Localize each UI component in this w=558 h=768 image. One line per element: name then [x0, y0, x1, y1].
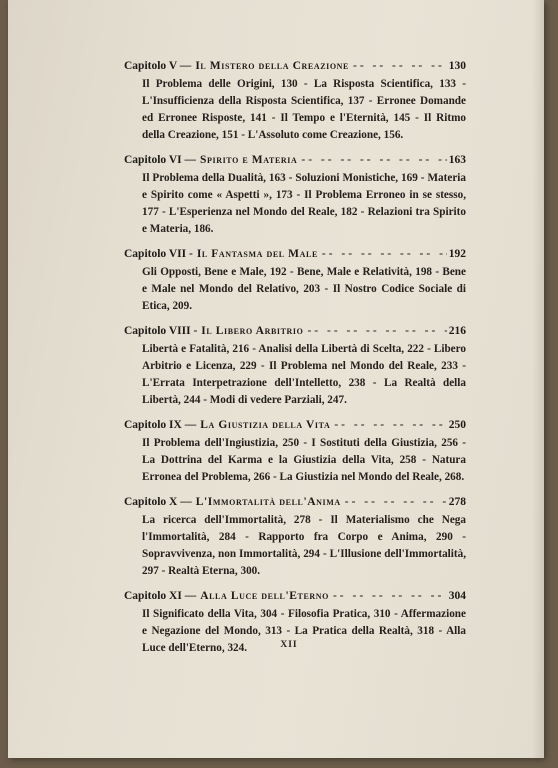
chapter-title: Alla Luce dell'Eterno	[200, 590, 329, 602]
chapter-label: Capitolo IX —	[124, 419, 197, 431]
dot-leader	[333, 588, 447, 604]
dot-leader	[322, 246, 447, 262]
book-page	[8, 0, 544, 758]
chapter-8	[124, 323, 466, 409]
chapter-title: Il Fantasma del Male	[196, 248, 318, 260]
chapter-page-number: 192	[448, 248, 466, 260]
chapter-7	[124, 246, 466, 315]
chapter-heading	[124, 417, 466, 433]
chapter-entries: Il Problema delle Origini, 130 - La Risposta Scientifica, 133 - L'Insufficienza della Risposta Scientifica, 137 - Erronee Domande ed Erronee Risposte, 141 - Il Tempo e l'Eternità, 145 - Il Ritmo della Creazione, 151 - L'Assoluto come Creazione, 156.	[142, 78, 466, 141]
chapter-title: La Giustizia della Vita	[200, 419, 331, 431]
chapter-label: Capitolo VIII -	[124, 325, 198, 337]
chapter-heading	[124, 152, 466, 168]
chapter-title: Il Libero Arbitrio	[201, 325, 304, 337]
chapter-heading	[124, 323, 466, 339]
chapter-title: Spirito e Materia	[200, 154, 298, 166]
chapter-page-number: 278	[448, 496, 466, 508]
chapter-entries: Libertà e Fatalità, 216 - Analisi della Libertà di Scelta, 222 - Libero Arbitrio e Licenza, 229 - Il Problema nel Mondo del Reale, 233 - L'Errata Interpetrazione dell'Intelletto, 238 - La Realtà della Libertà, 244 - Modi di vedere Parziali, 247.	[142, 343, 466, 406]
chapter-entries: Il Problema della Dualità, 163 - Soluzioni Monistiche, 169 - Materia e Spirito come « Aspetti », 173 - Il Problema Erroneo in se stesso, 177 - L'Esperienza nel Mondo del Reale, 182 - Relazioni tra Spirito e Materia, 186.	[142, 172, 466, 235]
chapter-6	[124, 152, 466, 238]
chapter-entries: La ricerca dell'Immortalità, 278 - Il Materialismo che Nega l'Immortalità, 284 - Rapporto fra Corpo e Anima, 290 - Sopravvivenza, non Immortalità, 294 - L'Illusione dell'Immortalità, 297 - Realtà Eterna, 300.	[142, 514, 466, 577]
dot-leader	[301, 152, 446, 168]
chapter-5	[124, 58, 466, 144]
dot-leader	[353, 58, 447, 74]
chapter-title: Il Mistero della Creazione	[195, 60, 349, 72]
chapter-heading	[124, 246, 466, 262]
chapter-heading	[124, 494, 466, 510]
chapter-page-number: 250	[448, 419, 466, 431]
chapter-heading	[124, 58, 466, 74]
chapter-page-number: 163	[448, 154, 466, 166]
chapter-9	[124, 417, 466, 486]
chapter-page-number: 304	[448, 590, 466, 602]
chapter-label: Capitolo VII -	[124, 248, 193, 260]
chapter-page-number: 130	[448, 60, 466, 72]
table-of-contents	[124, 58, 466, 657]
dot-leader	[307, 323, 446, 339]
chapter-label: Capitolo X —	[124, 496, 192, 508]
chapter-label: Capitolo VI —	[124, 154, 196, 166]
chapter-label: Capitolo V —	[124, 60, 192, 72]
dot-leader	[345, 494, 447, 510]
chapter-page-number: 216	[448, 325, 466, 337]
chapter-title: L'Immortalità dell'Anima	[195, 496, 341, 508]
page-folio: XII	[280, 640, 298, 650]
chapter-10	[124, 494, 466, 580]
chapter-label: Capitolo XI —	[124, 590, 197, 602]
dot-leader	[334, 417, 446, 433]
chapter-entries: Il Significato della Vita, 304 - Filosofia Pratica, 310 - Affermazione e Negazione del Mondo, 313 - La Pratica della Realtà, 318 - Alla Luce dell'Eterno, 324.	[142, 608, 466, 654]
chapter-heading	[124, 588, 466, 604]
chapter-entries: Gli Opposti, Bene e Male, 192 - Bene, Male e Relatività, 198 - Bene e Male nel Mondo del Relativo, 203 - Il Nostro Codice Sociale di Etica, 209.	[142, 266, 466, 312]
chapter-entries: Il Problema dell'Ingiustizia, 250 - I Sostituti della Giustizia, 256 - La Dottrina del Karma e la Giustizia della Vita, 258 - Natura Erronea del Problema, 266 - La Giustizia nel Mondo del Reale, 268.	[142, 437, 466, 483]
